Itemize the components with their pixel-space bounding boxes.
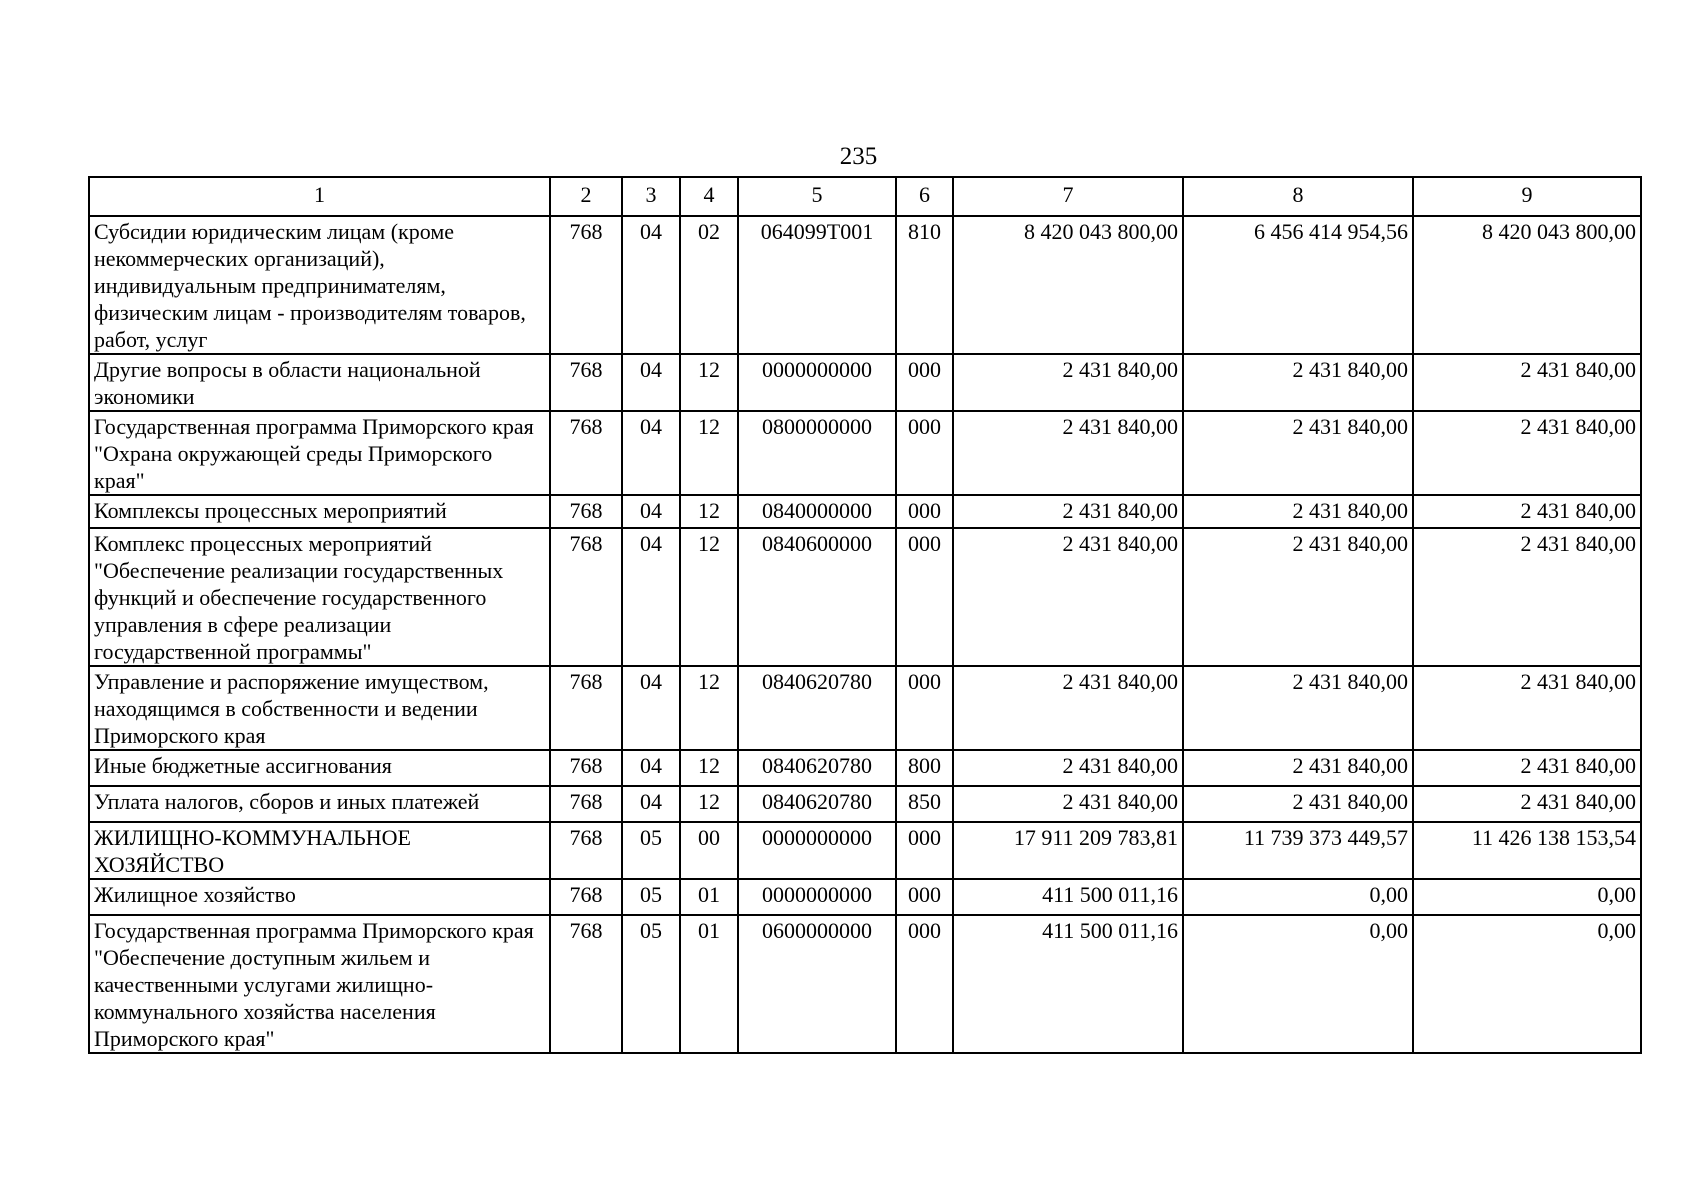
row-col-7: 2 431 840,00 bbox=[953, 786, 1183, 822]
row-col-9: 8 420 043 800,00 bbox=[1413, 216, 1641, 354]
row-col-8: 0,00 bbox=[1183, 879, 1413, 915]
row-name: Иные бюджетные ассигнования bbox=[89, 750, 550, 786]
row-col-4: 01 bbox=[680, 915, 738, 1053]
table-row bbox=[89, 879, 1641, 915]
row-col-8: 2 431 840,00 bbox=[1183, 528, 1413, 666]
table-row bbox=[89, 915, 1641, 1053]
page-number: 235 bbox=[839, 143, 878, 170]
row-col-4: 12 bbox=[680, 750, 738, 786]
row-col-3: 04 bbox=[622, 495, 680, 528]
table-row bbox=[89, 822, 1641, 879]
row-col-3: 04 bbox=[622, 354, 680, 411]
row-col-4: 12 bbox=[680, 354, 738, 411]
row-name: Государственная программа Приморского края "Охрана окружающей среды Приморского края" bbox=[89, 411, 550, 495]
row-col-4: 01 bbox=[680, 879, 738, 915]
row-col-4: 12 bbox=[680, 666, 738, 750]
row-col-5: 0840000000 bbox=[738, 495, 896, 528]
row-col-5: 0840620780 bbox=[738, 666, 896, 750]
row-col-8: 2 431 840,00 bbox=[1183, 411, 1413, 495]
header-cell-2: 2 bbox=[550, 177, 622, 216]
row-col-9: 2 431 840,00 bbox=[1413, 786, 1641, 822]
table-row bbox=[89, 528, 1641, 666]
row-col-2: 768 bbox=[550, 750, 622, 786]
header-cell-7: 7 bbox=[953, 177, 1183, 216]
row-col-8: 2 431 840,00 bbox=[1183, 750, 1413, 786]
row-col-6: 810 bbox=[896, 216, 953, 354]
row-col-2: 768 bbox=[550, 786, 622, 822]
row-col-6: 800 bbox=[896, 750, 953, 786]
row-col-7: 2 431 840,00 bbox=[953, 495, 1183, 528]
row-name: ЖИЛИЩНО-КОММУНАЛЬНОЕ ХОЗЯЙСТВО bbox=[89, 822, 550, 879]
row-col-5: 0840620780 bbox=[738, 750, 896, 786]
row-col-9: 2 431 840,00 bbox=[1413, 666, 1641, 750]
row-col-7: 2 431 840,00 bbox=[953, 528, 1183, 666]
table-row bbox=[89, 666, 1641, 750]
row-col-7: 17 911 209 783,81 bbox=[953, 822, 1183, 879]
row-col-2: 768 bbox=[550, 915, 622, 1053]
row-col-2: 768 bbox=[550, 822, 622, 879]
row-name: Уплата налогов, сборов и иных платежей bbox=[89, 786, 550, 822]
table-row bbox=[89, 354, 1641, 411]
row-name: Другие вопросы в области национальной экономики bbox=[89, 354, 550, 411]
row-col-5: 0800000000 bbox=[738, 411, 896, 495]
row-name: Комплексы процессных мероприятий bbox=[89, 495, 550, 528]
row-col-6: 000 bbox=[896, 666, 953, 750]
row-col-7: 8 420 043 800,00 bbox=[953, 216, 1183, 354]
row-col-6: 000 bbox=[896, 528, 953, 666]
row-col-4: 12 bbox=[680, 495, 738, 528]
row-col-5: 0600000000 bbox=[738, 915, 896, 1053]
header-cell-6: 6 bbox=[896, 177, 953, 216]
row-col-7: 2 431 840,00 bbox=[953, 750, 1183, 786]
row-col-7: 2 431 840,00 bbox=[953, 354, 1183, 411]
row-col-2: 768 bbox=[550, 528, 622, 666]
row-col-2: 768 bbox=[550, 354, 622, 411]
header-row bbox=[89, 177, 1641, 216]
row-col-5: 0000000000 bbox=[738, 822, 896, 879]
row-col-5: 064099Т001 bbox=[738, 216, 896, 354]
row-col-9: 2 431 840,00 bbox=[1413, 528, 1641, 666]
row-col-6: 000 bbox=[896, 495, 953, 528]
row-col-7: 2 431 840,00 bbox=[953, 411, 1183, 495]
row-col-9: 11 426 138 153,54 bbox=[1413, 822, 1641, 879]
row-col-4: 12 bbox=[680, 528, 738, 666]
row-col-8: 2 431 840,00 bbox=[1183, 495, 1413, 528]
row-col-7: 2 431 840,00 bbox=[953, 666, 1183, 750]
row-name: Субсидии юридическим лицам (кроме некоммерческих организаций), индивидуальным предпринимателям, физическим лицам - производителям товаров, работ, услуг bbox=[89, 216, 550, 354]
row-col-9: 2 431 840,00 bbox=[1413, 411, 1641, 495]
row-col-3: 04 bbox=[622, 750, 680, 786]
budget-table bbox=[88, 176, 1642, 1054]
row-col-8: 0,00 bbox=[1183, 915, 1413, 1053]
header-cell-3: 3 bbox=[622, 177, 680, 216]
row-col-5: 0000000000 bbox=[738, 354, 896, 411]
row-col-8: 6 456 414 954,56 bbox=[1183, 216, 1413, 354]
row-col-2: 768 bbox=[550, 879, 622, 915]
row-col-9: 2 431 840,00 bbox=[1413, 495, 1641, 528]
row-col-4: 12 bbox=[680, 411, 738, 495]
row-col-3: 05 bbox=[622, 915, 680, 1053]
header-cell-9: 9 bbox=[1413, 177, 1641, 216]
table-row bbox=[89, 750, 1641, 786]
row-col-9: 2 431 840,00 bbox=[1413, 354, 1641, 411]
row-col-5: 0840620780 bbox=[738, 786, 896, 822]
row-col-5: 0000000000 bbox=[738, 879, 896, 915]
row-col-9: 2 431 840,00 bbox=[1413, 750, 1641, 786]
row-col-4: 12 bbox=[680, 786, 738, 822]
row-name: Комплекс процессных мероприятий "Обеспечение реализации государственных функций и обеспечение государственного управления в сфере реализации государственной программы" bbox=[89, 528, 550, 666]
row-col-9: 0,00 bbox=[1413, 879, 1641, 915]
row-name: Жилищное хозяйство bbox=[89, 879, 550, 915]
row-col-3: 05 bbox=[622, 822, 680, 879]
row-col-6: 000 bbox=[896, 915, 953, 1053]
row-col-2: 768 bbox=[550, 666, 622, 750]
table-row bbox=[89, 216, 1641, 354]
row-col-3: 04 bbox=[622, 786, 680, 822]
header-cell-1: 1 bbox=[89, 177, 550, 216]
row-col-6: 000 bbox=[896, 822, 953, 879]
row-col-3: 04 bbox=[622, 666, 680, 750]
row-col-3: 04 bbox=[622, 411, 680, 495]
row-col-5: 0840600000 bbox=[738, 528, 896, 666]
header-cell-4: 4 bbox=[680, 177, 738, 216]
header-cell-8: 8 bbox=[1183, 177, 1413, 216]
row-name: Управление и распоряжение имуществом, находящимся в собственности и ведении Приморского края bbox=[89, 666, 550, 750]
row-col-6: 000 bbox=[896, 354, 953, 411]
row-col-3: 04 bbox=[622, 216, 680, 354]
row-col-6: 000 bbox=[896, 879, 953, 915]
row-col-4: 00 bbox=[680, 822, 738, 879]
row-col-6: 850 bbox=[896, 786, 953, 822]
row-col-7: 411 500 011,16 bbox=[953, 915, 1183, 1053]
header-cell-5: 5 bbox=[738, 177, 896, 216]
row-col-4: 02 bbox=[680, 216, 738, 354]
row-col-9: 0,00 bbox=[1413, 915, 1641, 1053]
table-row bbox=[89, 495, 1641, 528]
row-col-8: 2 431 840,00 bbox=[1183, 786, 1413, 822]
row-col-2: 768 bbox=[550, 411, 622, 495]
row-name: Государственная программа Приморского края "Обеспечение доступным жильем и качественными услугами жилищно-коммунального хозяйства населения Приморского края" bbox=[89, 915, 550, 1053]
table-row bbox=[89, 786, 1641, 822]
row-col-3: 04 bbox=[622, 528, 680, 666]
row-col-8: 2 431 840,00 bbox=[1183, 354, 1413, 411]
table-row bbox=[89, 411, 1641, 495]
row-col-6: 000 bbox=[896, 411, 953, 495]
row-col-2: 768 bbox=[550, 495, 622, 528]
row-col-7: 411 500 011,16 bbox=[953, 879, 1183, 915]
row-col-3: 05 bbox=[622, 879, 680, 915]
row-col-2: 768 bbox=[550, 216, 622, 354]
row-col-8: 2 431 840,00 bbox=[1183, 666, 1413, 750]
row-col-8: 11 739 373 449,57 bbox=[1183, 822, 1413, 879]
